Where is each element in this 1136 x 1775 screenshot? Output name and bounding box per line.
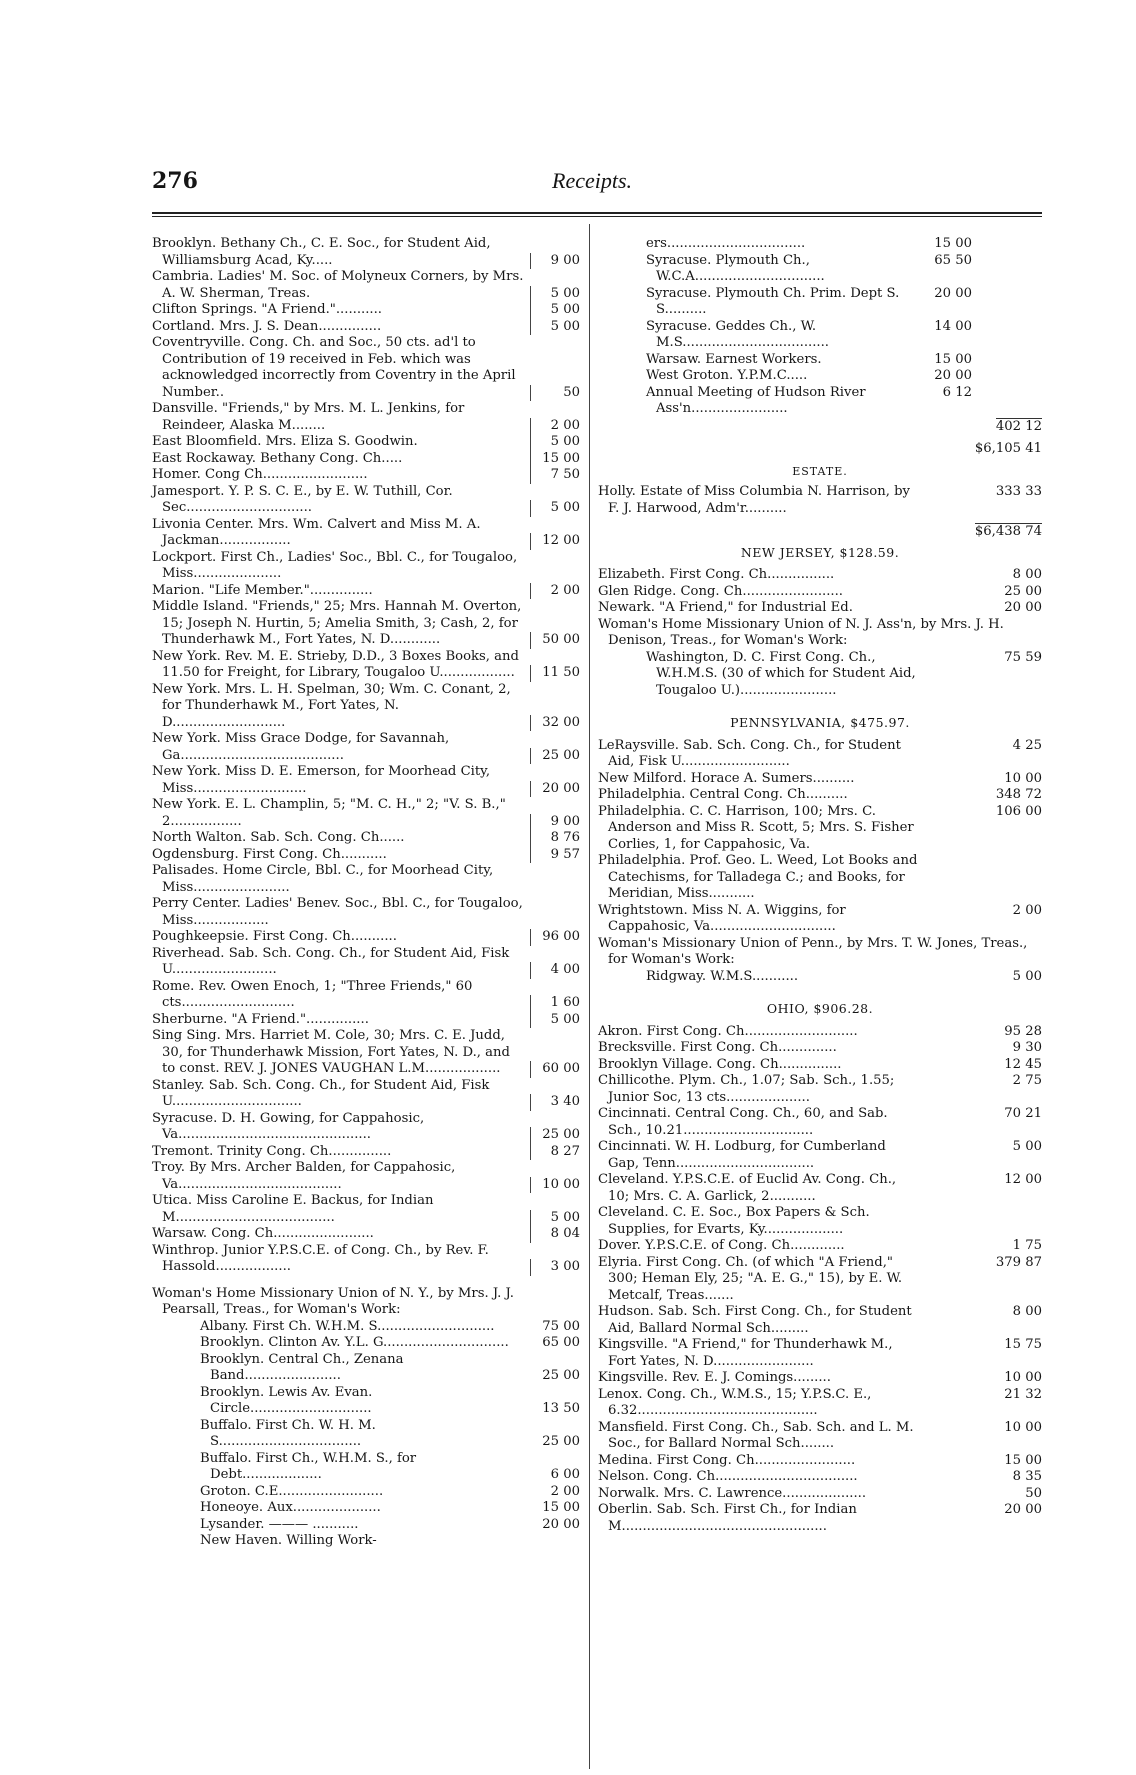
receipt-entry [598,1502,1042,1535]
receipt-entry [598,1453,1042,1470]
receipt-amount: 25 00 [542,1368,580,1383]
receipt-text: Buffalo. First Ch. W. H. M. S.................................. [200,1417,376,1449]
receipt-text: Philadelphia. Central Cong. Ch.......... [598,787,848,802]
receipt-amount: 25 00 [530,1127,582,1144]
receipt-text: Lockport. First Ch., Ladies' Soc., Bbl. C., for Tougaloo, Miss..................... [152,549,518,581]
receipt-amount: 2 00 [530,418,582,435]
receipt-text: New York. Miss Grace Dodge, for Savannah, Ga....................................... [152,731,450,763]
receipt-amount: 8 76 [530,830,582,847]
receipt-entry [152,550,582,583]
receipt-entry [598,253,1042,286]
receipt-text: Clifton Springs. "A Friend."........... [152,302,382,317]
receipt-amount: 2 00 [1012,902,1042,918]
receipt-entry [152,319,582,336]
receipt-entry [598,1024,1042,1041]
receipt-text: Jamesport. Y. P. S. C. E., by E. W. Tuthill, Cor. Sec.............................. [152,483,453,515]
receipt-amount: 14 00 [934,318,972,334]
receipt-entry [598,1469,1042,1486]
ny-whmu-title: Woman's Home Missionary Union of N. Y., by Mrs. J. J. Pearsall, Treas., for Woman's Work: [152,1285,514,1317]
receipt-entry [598,567,1042,584]
receipt-amount: 379 87 [995,1254,1042,1270]
receipt-amount: 348 72 [995,787,1042,802]
receipt-amount: 2 00 [550,1483,580,1499]
receipt-entry [152,401,582,434]
receipt-entry [152,649,582,682]
receipt-entry [598,584,1042,601]
receipt-entry [598,738,1042,771]
receipt-amount: 8 00 [1012,1304,1042,1319]
receipt-entry [598,1057,1042,1074]
receipt-text: North Walton. Sab. Sch. Cong. Ch...... [152,830,405,845]
receipt-amount [978,853,1042,903]
receipt-entry [598,1205,1042,1238]
receipt-entry [598,804,1042,854]
receipt-amount: 65 00 [542,1335,580,1350]
receipt-entry [152,682,582,732]
receipt-entry [152,1243,582,1276]
receipt-entry [598,319,1042,352]
receipt-amount: 25 00 [1004,583,1042,599]
receipt-text: Cleveland. Y.P.S.C.E. of Euclid Av. Cong. Ch., 10; Mrs. C. A. Garlick, 2........... [598,1172,897,1204]
receipt-text: Troy. By Mrs. Archer Balden, for Cappahosic, Va....................................... [152,1160,456,1192]
receipt-text: Lysander. ——— ........... [200,1516,359,1532]
receipt-entry [152,1352,582,1385]
receipt-text: New Milford. Horace A. Sumers.......... [598,770,855,786]
receipt-amount: 3 00 [530,1259,582,1276]
receipt-entry [152,269,582,302]
receipt-text: Tremont. Trinity Cong. Ch............... [152,1143,392,1159]
receipt-text: New York. E. L. Champlin, 5; "M. C. H.," 2; "V. S. B.," 2................. [152,797,506,829]
receipt-text: Philadelphia. Prof. Geo. L. Weed, Lot Books and Catechisms, for Talladega C.; and Books, for Meridian, Miss........... [598,853,918,901]
receipt-entry [152,896,582,929]
receipt-entry [598,1304,1042,1337]
receipt-entry [152,1500,582,1517]
receipt-text: Brooklyn Village. Cong. Ch............... [598,1056,842,1072]
left-entries [152,236,582,1276]
nj-whmu-item-text: Washington, D. C. First Cong. Ch., W.H.M.S. (30 of which for Student Aid, Tougaloo U.)....................... [646,649,916,698]
receipt-entry [152,1028,582,1078]
receipt-entry [152,1418,582,1451]
receipt-entry [598,1486,1042,1503]
receipt-text: Livonia Center. Mrs. Wm. Calvert and Miss M. A. Jackman................. [152,516,481,548]
receipt-entry [152,731,582,764]
receipt-text: East Rockaway. Bethany Cong. Ch..... [152,450,403,466]
receipt-entry [598,1420,1042,1453]
receipt-amount: 50 [530,385,582,402]
receipt-amount: 1 75 [1012,1238,1042,1253]
receipt-amount: 25 00 [542,1434,580,1449]
receipt-entry [152,1111,582,1144]
ny-subtotal: $6,105 41 [974,441,1042,456]
receipt-entry [598,1337,1042,1370]
receipt-amount: 5 00 [530,1012,582,1029]
nj-heading: NEW JERSEY, $128.59. [740,544,900,560]
receipt-amount: 15 00 [542,1500,580,1515]
receipt-text: Cincinnati. W. H. Lodburg, for Cumberland Gap, Tenn................................. [598,1139,886,1171]
receipt-amount: 70 21 [1004,1106,1042,1121]
receipt-text: Coventryville. Cong. Ch. and Soc., 50 cts. ad'l to Contribution of 19 received in Feb. which was acknowledged incorrectly from Coventry in the April Number.. [152,335,516,400]
receipt-text: Groton. C.E......................... [200,1483,384,1499]
receipt-amount: 21 32 [1004,1386,1042,1402]
receipt-entry [152,1078,582,1111]
right-column [598,236,1042,1535]
receipt-amount: 2 00 [530,583,582,600]
receipt-entry [152,1012,582,1029]
receipt-text: Brooklyn. Central Ch., Zenana Band....................... [200,1351,404,1383]
receipt-amount: 20 00 [1004,600,1042,615]
receipt-amount: 10 00 [530,1177,582,1194]
receipt-text: Cleveland. C. E. Soc., Box Papers & Sch. Supplies, for Evarts, Ky................... [598,1205,870,1237]
receipt-entry [152,1144,582,1161]
receipt-text: Syracuse. Geddes Ch., W. M.S................................... [646,318,829,350]
receipt-text: Elyria. First Cong. Ch. (of which "A Friend," 300; Heman Ely, 25; "A. E. G.," 15), by E. W. Metcalf, Treas....... [598,1254,903,1303]
receipt-entry [152,1160,582,1193]
receipt-amount: 20 00 [934,368,972,383]
receipt-amount: 15 00 [530,451,582,468]
header-rule-thin [152,216,1042,217]
receipt-amount: 15 00 [934,236,972,251]
receipt-amount: 4 00 [530,962,582,979]
receipt-amount: 15 00 [1004,1452,1042,1468]
receipt-amount [978,1205,1042,1238]
nj-whmu-title: Woman's Home Missionary Union of N. J. Ass'n, by Mrs. J. H. Denison, Treas., for Woman's Work: [598,616,1004,648]
receipt-text: Ogdensburg. First Cong. Ch........... [152,846,387,862]
receipt-entry [152,302,582,319]
receipt-text: Elizabeth. First Cong. Ch................ [598,567,835,582]
pa-whmu-item [598,969,1042,986]
receipt-text: Winthrop. Junior Y.P.S.C.E. of Cong. Ch., by Rev. F. Hassold.................. [152,1242,489,1274]
receipt-text: Syracuse. Plymouth Ch. Prim. Dept S. S.......... [646,285,900,317]
receipt-text: Sherburne. "A Friend."............... [152,1011,369,1027]
receipt-entry [152,847,582,864]
oh-items [598,1024,1042,1536]
pa-whmu-title: Woman's Missionary Union of Penn., by Mrs. T. W. Jones, Treas., for Woman's Work: [598,935,1028,967]
receipt-text: West Groton. Y.P.M.C..... [646,368,808,383]
receipt-entry [152,236,582,269]
receipt-amount: 4 25 [1012,737,1042,753]
page-title: Receipts. [552,168,633,193]
receipt-entry [152,797,582,830]
receipt-text: Hudson. Sab. Sch. First Cong. Ch., for Student Aid, Ballard Normal Sch......... [598,1304,912,1336]
nj-whmu-item-amount: 75 59 [1004,649,1042,665]
receipt-text: Cambria. Ladies' M. Soc. of Molyneux Corners, by Mrs. A. W. Sherman, Treas. [152,269,524,301]
column-divider [589,224,590,1769]
receipt-amount: 5 00 [530,500,582,517]
receipt-entry [152,484,582,517]
receipt-amount: 15 75 [1004,1337,1042,1352]
receipt-text: Wrightstown. Miss N. A. Wiggins, for Cappahosic, Va.............................. [598,902,846,934]
receipt-amount: 12 45 [1004,1056,1042,1072]
receipt-text: Rome. Rev. Owen Enoch, 1; "Three Friends," 60 cts........................... [152,978,473,1010]
receipt-entry [152,1533,582,1550]
receipt-text: Glen Ridge. Cong. Ch........................ [598,583,843,599]
receipt-text: Lenox. Cong. Ch., W.M.S., 15; Y.P.S.C. E., 6.32........................................... [598,1386,872,1418]
receipt-entry [598,368,1042,385]
receipt-entry [598,1139,1042,1172]
receipt-amount: 2 75 [1012,1073,1042,1088]
ny-whmu-total-row [598,418,1042,436]
receipt-amount: 95 28 [1004,1023,1042,1039]
receipt-entry [598,1370,1042,1387]
receipt-entry [152,335,582,401]
receipt-amount: 25 00 [530,748,582,765]
receipt-text: Brooklyn. Clinton Av. Y.L. G.............................. [200,1335,509,1350]
receipt-entry [152,1226,582,1243]
receipt-text: Annual Meeting of Hudson River Ass'n....................... [646,384,866,416]
receipt-text: Warsaw. Earnest Workers. [646,351,822,367]
receipt-entry [152,1319,582,1336]
receipt-text: Homer. Cong Ch......................... [152,467,368,482]
receipt-entry [598,771,1042,788]
receipt-amount: 32 00 [530,715,582,732]
pa-items [598,738,1042,936]
receipt-amount: 9 00 [530,814,582,831]
receipt-text: New York. Mrs. L. H. Spelman, 30; Wm. C. Conant, 2, for Thunderhawk M., Fort Yates, N. D........................... [152,681,511,730]
receipt-entry [152,929,582,946]
receipt-entry [598,1040,1042,1057]
receipt-amount: 5 00 [530,286,582,303]
receipt-amount: 11 50 [530,665,582,682]
receipt-amount: 15 00 [934,351,972,367]
receipt-entry [598,600,1042,617]
receipt-entry [598,1106,1042,1139]
estate-entry [598,484,1042,517]
receipt-amount: 8 04 [530,1226,582,1243]
estate-text: Holly. Estate of Miss Columbia N. Harrison, by F. J. Harwood, Adm'r.......... [598,484,910,516]
receipt-text: Warsaw. Cong. Ch........................ [152,1226,374,1241]
receipt-entry [598,1387,1042,1420]
receipt-text: Utica. Miss Caroline E. Backus, for Indian M...................................... [152,1193,434,1225]
receipt-amount: 75 00 [542,1318,580,1334]
receipt-amount: 7 50 [530,467,582,484]
receipt-amount: 8 35 [1012,1469,1042,1484]
receipt-entry [598,352,1042,369]
receipt-entry [152,1451,582,1484]
receipt-text: Nelson. Cong. Ch.................................. [598,1469,858,1484]
pa-whmu-title-row [598,936,1042,969]
receipt-amount: 5 00 [530,302,582,319]
estate-total: $6,438 74 [974,524,1042,539]
receipt-entry [152,863,582,896]
receipt-text: Perry Center. Ladies' Benev. Soc., Bbl. C., for Tougaloo, Miss.................. [152,896,523,928]
receipt-amount: 9 30 [1012,1040,1042,1055]
receipt-entry [152,1517,582,1534]
receipt-text: Medina. First Cong. Ch........................ [598,1452,856,1468]
receipt-amount: 96 00 [530,929,582,946]
receipt-text: New York. Rev. M. E. Strieby, D.D., 3 Boxes Books, and 11.50 for Freight, for Library, Tougaloo U.................. [152,648,519,680]
receipt-amount: 20 00 [1004,1502,1042,1517]
receipt-amount: 20 00 [542,1516,580,1532]
receipt-amount: 12 00 [530,533,582,550]
receipt-entry [598,236,1042,253]
receipt-amount: 10 00 [1004,770,1042,786]
receipt-amount: 8 27 [530,1144,582,1161]
receipt-text: Cincinnati. Central Cong. Ch., 60, and Sab. Sch., 10.21............................... [598,1106,888,1138]
receipt-amount: 6 12 [942,384,972,400]
receipt-text: ers................................. [646,236,806,251]
receipt-entry [152,764,582,797]
receipt-text: Poughkeepsie. First Cong. Ch........... [152,929,397,944]
nj-whmu-item [598,650,1042,700]
receipt-amount: 60 00 [530,1061,582,1078]
receipt-amount: 65 50 [934,252,972,268]
receipt-text: Syracuse. Plymouth Ch., W.C.A............................... [646,252,825,284]
receipt-text: Newark. "A Friend," for Industrial Ed. [598,600,853,615]
receipt-entry [598,903,1042,936]
receipt-text: LeRaysville. Sab. Sch. Cong. Ch., for Student Aid, Fisk U.......................... [598,737,901,769]
receipt-entry [152,1385,582,1418]
receipt-entry [152,517,582,550]
receipt-text: Brecksville. First Cong. Ch.............. [598,1040,837,1055]
receipt-text: Kingsville. Rev. E. J. Comings......... [598,1370,831,1385]
receipt-text: Philadelphia. C. C. Harrison, 100; Mrs. C. Anderson and Miss R. Scott, 5; Mrs. S. Fisher Corlies, 1, for Cappahosic, Va. [598,803,914,852]
oh-heading: OHIO, $906.28. [766,1001,874,1016]
receipt-entry [152,467,582,484]
pa-heading: PENNSYLVANIA, $475.97. [730,715,910,730]
header-rule [152,212,1042,214]
receipt-amount: 9 00 [530,253,582,270]
receipt-text: Honeoye. Aux..................... [200,1500,381,1515]
receipt-amount: 13 50 [542,1401,580,1416]
receipt-amount: 6 00 [550,1467,580,1482]
receipt-amount: 5 00 [1012,1139,1042,1154]
receipt-text: Riverhead. Sab. Sch. Cong. Ch., for Student Aid, Fisk U......................... [152,945,510,977]
receipt-text: Palisades. Home Circle, Bbl. C., for Moorhead City, Miss....................... [152,863,494,895]
receipt-entry [598,1238,1042,1255]
receipt-amount: 5 00 [530,319,582,336]
receipt-entry [598,1172,1042,1205]
receipt-entry [152,434,582,451]
receipt-text: East Bloomfield. Mrs. Eliza S. Goodwin. [152,434,418,449]
receipt-amount: 1 60 [530,995,582,1012]
receipt-amount: 8 00 [1012,567,1042,582]
receipt-text: Brooklyn. Bethany Ch., C. E. Soc., for Student Aid, Williamsburg Acad, Ky..... [152,236,491,268]
receipt-amount: 50 00 [530,632,582,649]
receipt-text: Brooklyn. Lewis Av. Evan. Circle............................. [200,1384,373,1416]
receipt-text: Dansville. "Friends," by Mrs. M. L. Jenkins, for Reindeer, Alaska M........ [152,401,465,433]
estate-heading: ESTATE. [792,464,848,478]
receipt-text: Sing Sing. Mrs. Harriet M. Cole, 30; Mrs. C. E. Judd, 30, for Thunderhawk Mission, Fort Yates, N. D., and to const. REV. J. JONES VAUGHAN L.M.................. [152,1028,510,1076]
receipt-amount: 3 40 [530,1094,582,1111]
receipt-amount: 106 00 [995,803,1042,819]
receipt-text: New York. Miss D. E. Emerson, for Moorhead City, Miss........................... [152,764,491,796]
receipt-text: Mansfield. First Cong. Ch., Sab. Sch. and L. M. Soc., for Ballard Normal Sch........ [598,1419,914,1451]
ny-subtotal-row [598,441,1042,458]
receipt-entry [152,1484,582,1501]
receipt-text: Dover. Y.P.S.C.E. of Cong. Ch............. [598,1238,845,1253]
receipt-text: New Haven. Willing Work- [200,1533,377,1548]
receipt-entry [598,286,1042,319]
receipt-entry [152,583,582,600]
receipt-amount: 5 00 [530,434,582,451]
receipt-entry [598,787,1042,804]
nj-whmu-title-row [598,617,1042,650]
receipt-entry [598,1255,1042,1305]
receipt-entry [152,1193,582,1226]
page-number: 276 [152,168,198,194]
receipt-amount: 20 00 [934,285,972,301]
receipt-text: Oberlin. Sab. Sch. First Ch., for Indian M................................................. [598,1502,857,1534]
estate-total-row [598,523,1042,541]
receipt-amount: 10 00 [1004,1370,1042,1385]
receipt-entry [598,853,1042,903]
pa-whmu-item-text: Ridgway. W.M.S........... [646,968,799,984]
ny-whmu-items-continued [598,236,1042,418]
ny-whmu-title-row [152,1286,582,1319]
receipt-amount: 12 00 [1004,1172,1042,1187]
nj-items [598,567,1042,617]
receipt-text: Syracuse. D. H. Gowing, for Cappahosic, Va.............................................. [152,1110,425,1142]
receipt-text: Albany. First Ch. W.H.M. S............................ [200,1318,495,1334]
receipt-entry [598,1073,1042,1106]
receipt-entry [152,1335,582,1352]
receipt-entry [152,979,582,1012]
receipt-entry [152,830,582,847]
ny-whmu-items [152,1319,582,1550]
receipt-text: Akron. First Cong. Ch........................... [598,1023,858,1039]
receipt-text: Kingsville. "A Friend," for Thunderhawk M., Fort Yates, N. D........................ [598,1337,893,1369]
receipt-amount: 10 00 [1004,1419,1042,1435]
receipt-entry [598,385,1042,418]
receipt-text: Stanley. Sab. Sch. Cong. Ch., for Student Aid, Fisk U............................... [152,1077,490,1109]
receipt-amount: 20 00 [530,781,582,798]
receipt-text: Norwalk. Mrs. C. Lawrence.................... [598,1485,867,1501]
receipt-text: Buffalo. First Ch., W.H.M. S., for Debt................... [200,1450,417,1482]
receipt-text: Cortland. Mrs. J. S. Dean............... [152,318,382,334]
receipt-entry [152,946,582,979]
receipt-amount: 9 57 [530,847,582,864]
left-column [152,236,582,1550]
receipt-entry [152,599,582,649]
estate-amount: 333 33 [995,484,1042,499]
receipt-text: Middle Island. "Friends," 25; Mrs. Hannah M. Overton, 15; Joseph N. Hurtin, 5; Amelia Smith, 3; Cash, 2, for Thunderhawk M., Fort Yates, N. D............ [152,599,522,647]
pa-whmu-item-amount: 5 00 [1012,968,1042,984]
receipt-amount: 5 00 [530,1210,582,1227]
ny-whmu-total: 402 12 [995,418,1042,434]
receipt-text: Chillicothe. Plym. Ch., 1.07; Sab. Sch., 1.55; Junior Soc, 13 cts.................... [598,1073,895,1105]
receipt-amount: 50 [1025,1485,1042,1501]
page-header [152,168,1042,202]
receipt-entry [152,451,582,468]
receipt-text: Marion. "Life Member."............... [152,582,373,598]
